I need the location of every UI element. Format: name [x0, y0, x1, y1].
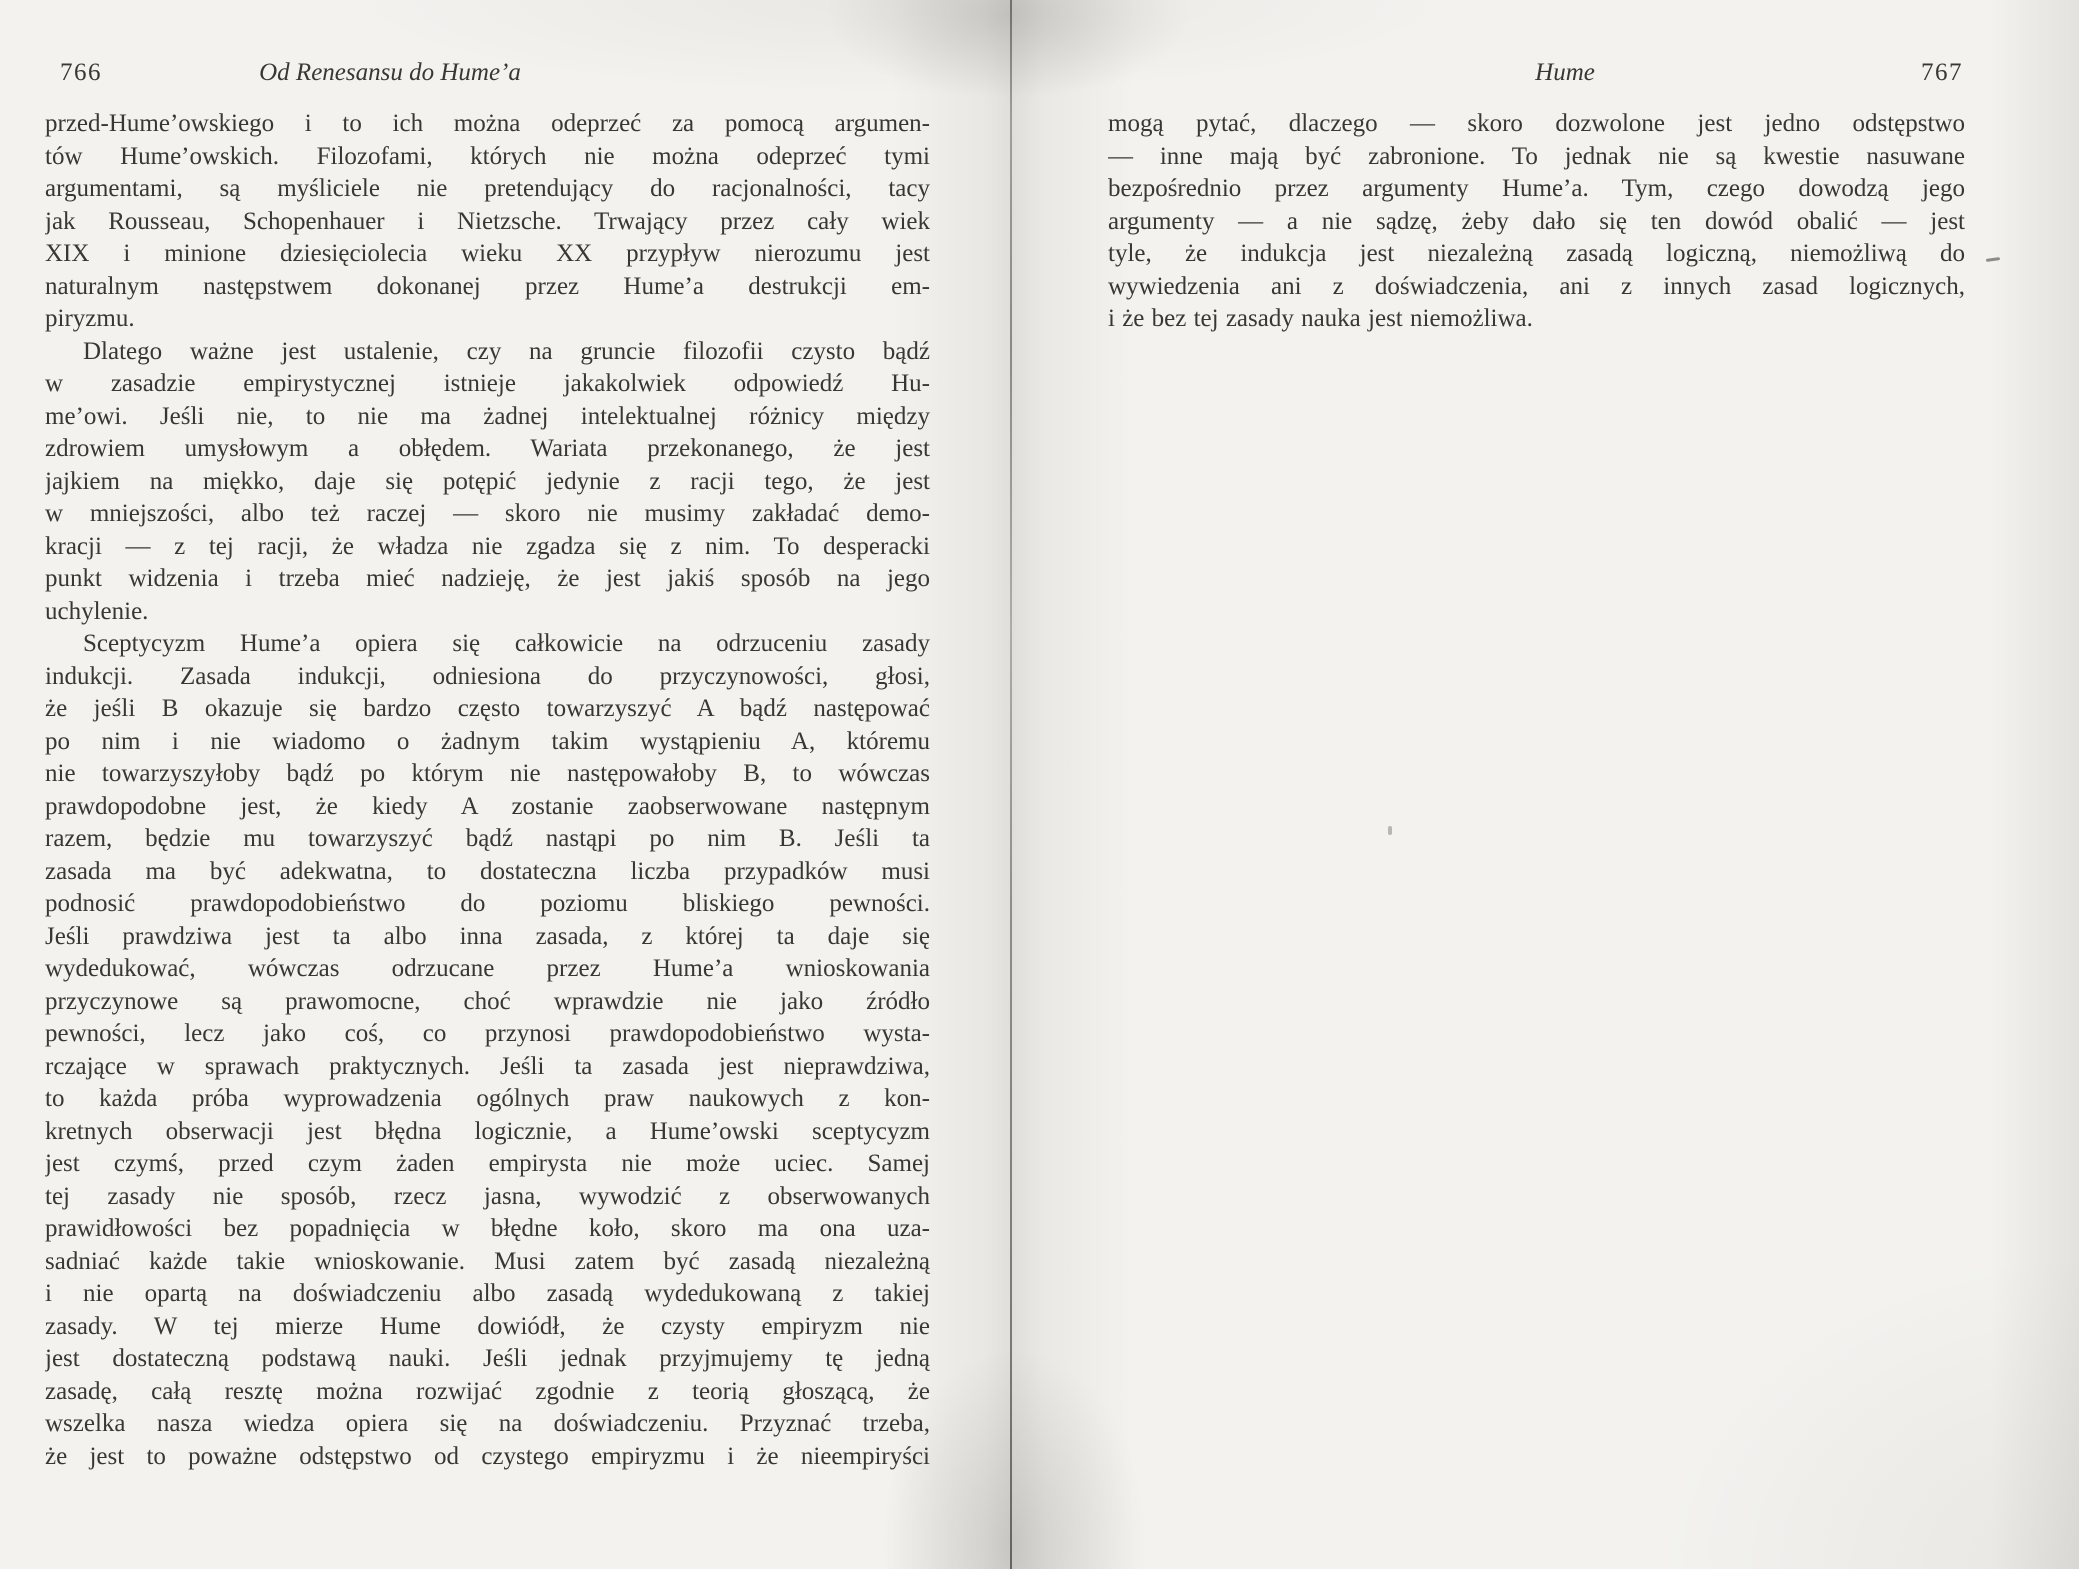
text-line: że jest to poważne odstępstwo od czystego empiryzmu i że nieempiryści: [45, 1442, 930, 1470]
text-line: zdrowiem umysłowym a obłędem. Wariata przekonanego, że jest: [45, 435, 930, 462]
right-running-header: Hume: [1535, 59, 1595, 86]
scan-speck: [1388, 826, 1392, 835]
text-line: wszelka nasza wiedza opiera się na doświadczeniu. Przyznać trzeba,: [45, 1410, 930, 1437]
text-line: jest dostateczną podstawą nauki. Jeśli jednak przyjmujemy tę jedną: [45, 1345, 930, 1372]
text-line: Dlatego ważne jest ustalenie, czy na gruncie filozofii czysto bądź: [83, 337, 930, 365]
binding-gutter-line: [1010, 0, 1012, 1569]
left-running-header: Od Renesansu do Hume’a: [259, 59, 521, 86]
text-line: naturalnym następstwem dokonanej przez Hume’a destrukcji em-: [45, 272, 930, 300]
text-line: piryzmu.: [45, 305, 135, 332]
text-line: przed-Hume’owskiego i to ich można odeprzeć za pomocą argumen-: [45, 110, 930, 137]
text-line: jak Rousseau, Schopenhauer i Nietzsche. Trwający przez cały wiek: [45, 207, 930, 235]
text-line: w zasadzie empirystycznej istnieje jakakolwiek odpowiedź Hu-: [45, 370, 930, 397]
text-line: wywiedzenia ani z doświadczenia, ani z innych zasad logicznych,: [1108, 272, 1965, 300]
text-line: tów Hume’owskich. Filozofami, których nie można odeprzeć tymi: [45, 142, 930, 170]
text-line: razem, będzie mu towarzyszyć bądź nastąpi po nim B. Jeśli ta: [45, 825, 930, 852]
text-line: i że bez tej zasady nauka jest niemożliwa.: [1108, 305, 1533, 332]
left-page-text: [45, 108, 930, 1473]
text-line: argumenty — a nie sądzę, żeby dało się ten dowód obalić — jest: [1108, 207, 1965, 235]
text-line: podnosić prawdopodobieństwo do poziomu bliskiego pewności.: [45, 890, 930, 917]
right-page-header: [1108, 58, 1965, 90]
left-page-header: [45, 58, 930, 90]
text-line: że jeśli B okazuje się bardzo często towarzyszyć A bądź następować: [45, 695, 930, 722]
text-line: wydedukować, wówczas odrzucane przez Hume’a wnioskowania: [45, 955, 930, 982]
text-line: bezpośrednio przez argumenty Hume’a. Tym, czego dowodzą jego: [1108, 175, 1965, 202]
left-page-number: 766: [60, 59, 102, 86]
right-page-number: 767: [1921, 59, 1963, 86]
text-line: tyle, że indukcja jest niezależną zasadą logiczną, niemożliwą do: [1108, 240, 1965, 267]
text-line: jest czymś, przed czym żaden empirysta nie może uciec. Samej: [45, 1150, 930, 1177]
text-line: nie towarzyszyłoby bądź po którym nie następowałoby B, to wówczas: [45, 760, 930, 787]
text-line: tej zasady nie sposób, rzecz jasna, wywodzić z obserwowanych: [45, 1182, 930, 1210]
text-line: prawidłowości bez popadnięcia w błędne koło, skoro ma ona uza-: [45, 1215, 930, 1242]
text-line: po nim i nie wiadomo o żadnym takim wystąpieniu A, któremu: [45, 727, 930, 755]
text-line: zasadę, całą resztę można rozwijać zgodnie z teorią głoszącą, że: [45, 1377, 930, 1405]
text-line: to każda próba wyprowadzenia ogólnych praw naukowych z kon-: [45, 1085, 930, 1112]
right-page-text: [1108, 108, 1965, 336]
text-line: rczające w sprawach praktycznych. Jeśli ta zasada jest nieprawdziwa,: [45, 1052, 930, 1080]
text-line: indukcji. Zasada indukcji, odniesiona do przyczynowości, głosi,: [45, 662, 930, 690]
text-line: XIX i minione dziesięciolecia wieku XX przypływ nierozumu jest: [45, 240, 930, 267]
text-line: kretnych obserwacji jest błędna logicznie, a Hume’owski sceptycyzm: [45, 1117, 930, 1145]
text-line: przyczynowe są prawomocne, choć wprawdzie nie jako źródło: [45, 987, 930, 1015]
text-line: argumentami, są myśliciele nie pretendujący do racjonalności, tacy: [45, 175, 930, 202]
text-line: zasada ma być adekwatna, to dostateczna liczba przypadków musi: [45, 857, 930, 885]
text-line: jajkiem na miękko, daje się potępić jedynie z racji tego, że jest: [45, 467, 930, 495]
text-line: me’owi. Jeśli nie, to nie ma żadnej intelektualnej różnicy między: [45, 402, 930, 430]
text-line: — inne mają być zabronione. To jednak nie są kwestie nasuwane: [1108, 142, 1965, 170]
text-line: Jeśli prawdziwa jest ta albo inna zasada, z której ta daje się: [45, 922, 930, 950]
text-line: Sceptycyzm Hume’a opiera się całkowicie na odrzuceniu zasady: [83, 630, 930, 657]
left-page: [45, 0, 930, 1569]
text-line: mogą pytać, dlaczego — skoro dozwolone jest jedno odstępstwo: [1108, 110, 1965, 137]
text-line: sadniać każde takie wnioskowanie. Musi zatem być zasadą niezależną: [45, 1247, 930, 1275]
right-page: [1108, 0, 1965, 1569]
text-line: zasady. W tej mierze Hume dowiódł, że czysty empiryzm nie: [45, 1312, 930, 1340]
text-line: prawdopodobne jest, że kiedy A zostanie zaobserwowane następnym: [45, 792, 930, 820]
scan-speck: [1986, 257, 2000, 262]
text-line: i nie opartą na doświadczeniu albo zasadą wydedukowaną z takiej: [45, 1280, 930, 1307]
text-line: pewności, lecz jako coś, co przynosi prawdopodobieństwo wysta-: [45, 1020, 930, 1047]
text-line: punkt widzenia i trzeba mieć nadzieję, że jest jakiś sposób na jego: [45, 565, 930, 592]
text-line: kracji — z tej racji, że władza nie zgadza się z nim. To desperacki: [45, 532, 930, 560]
text-line: uchylenie.: [45, 597, 149, 625]
text-line: w mniejszości, albo też raczej — skoro nie musimy zakładać demo-: [45, 500, 930, 527]
